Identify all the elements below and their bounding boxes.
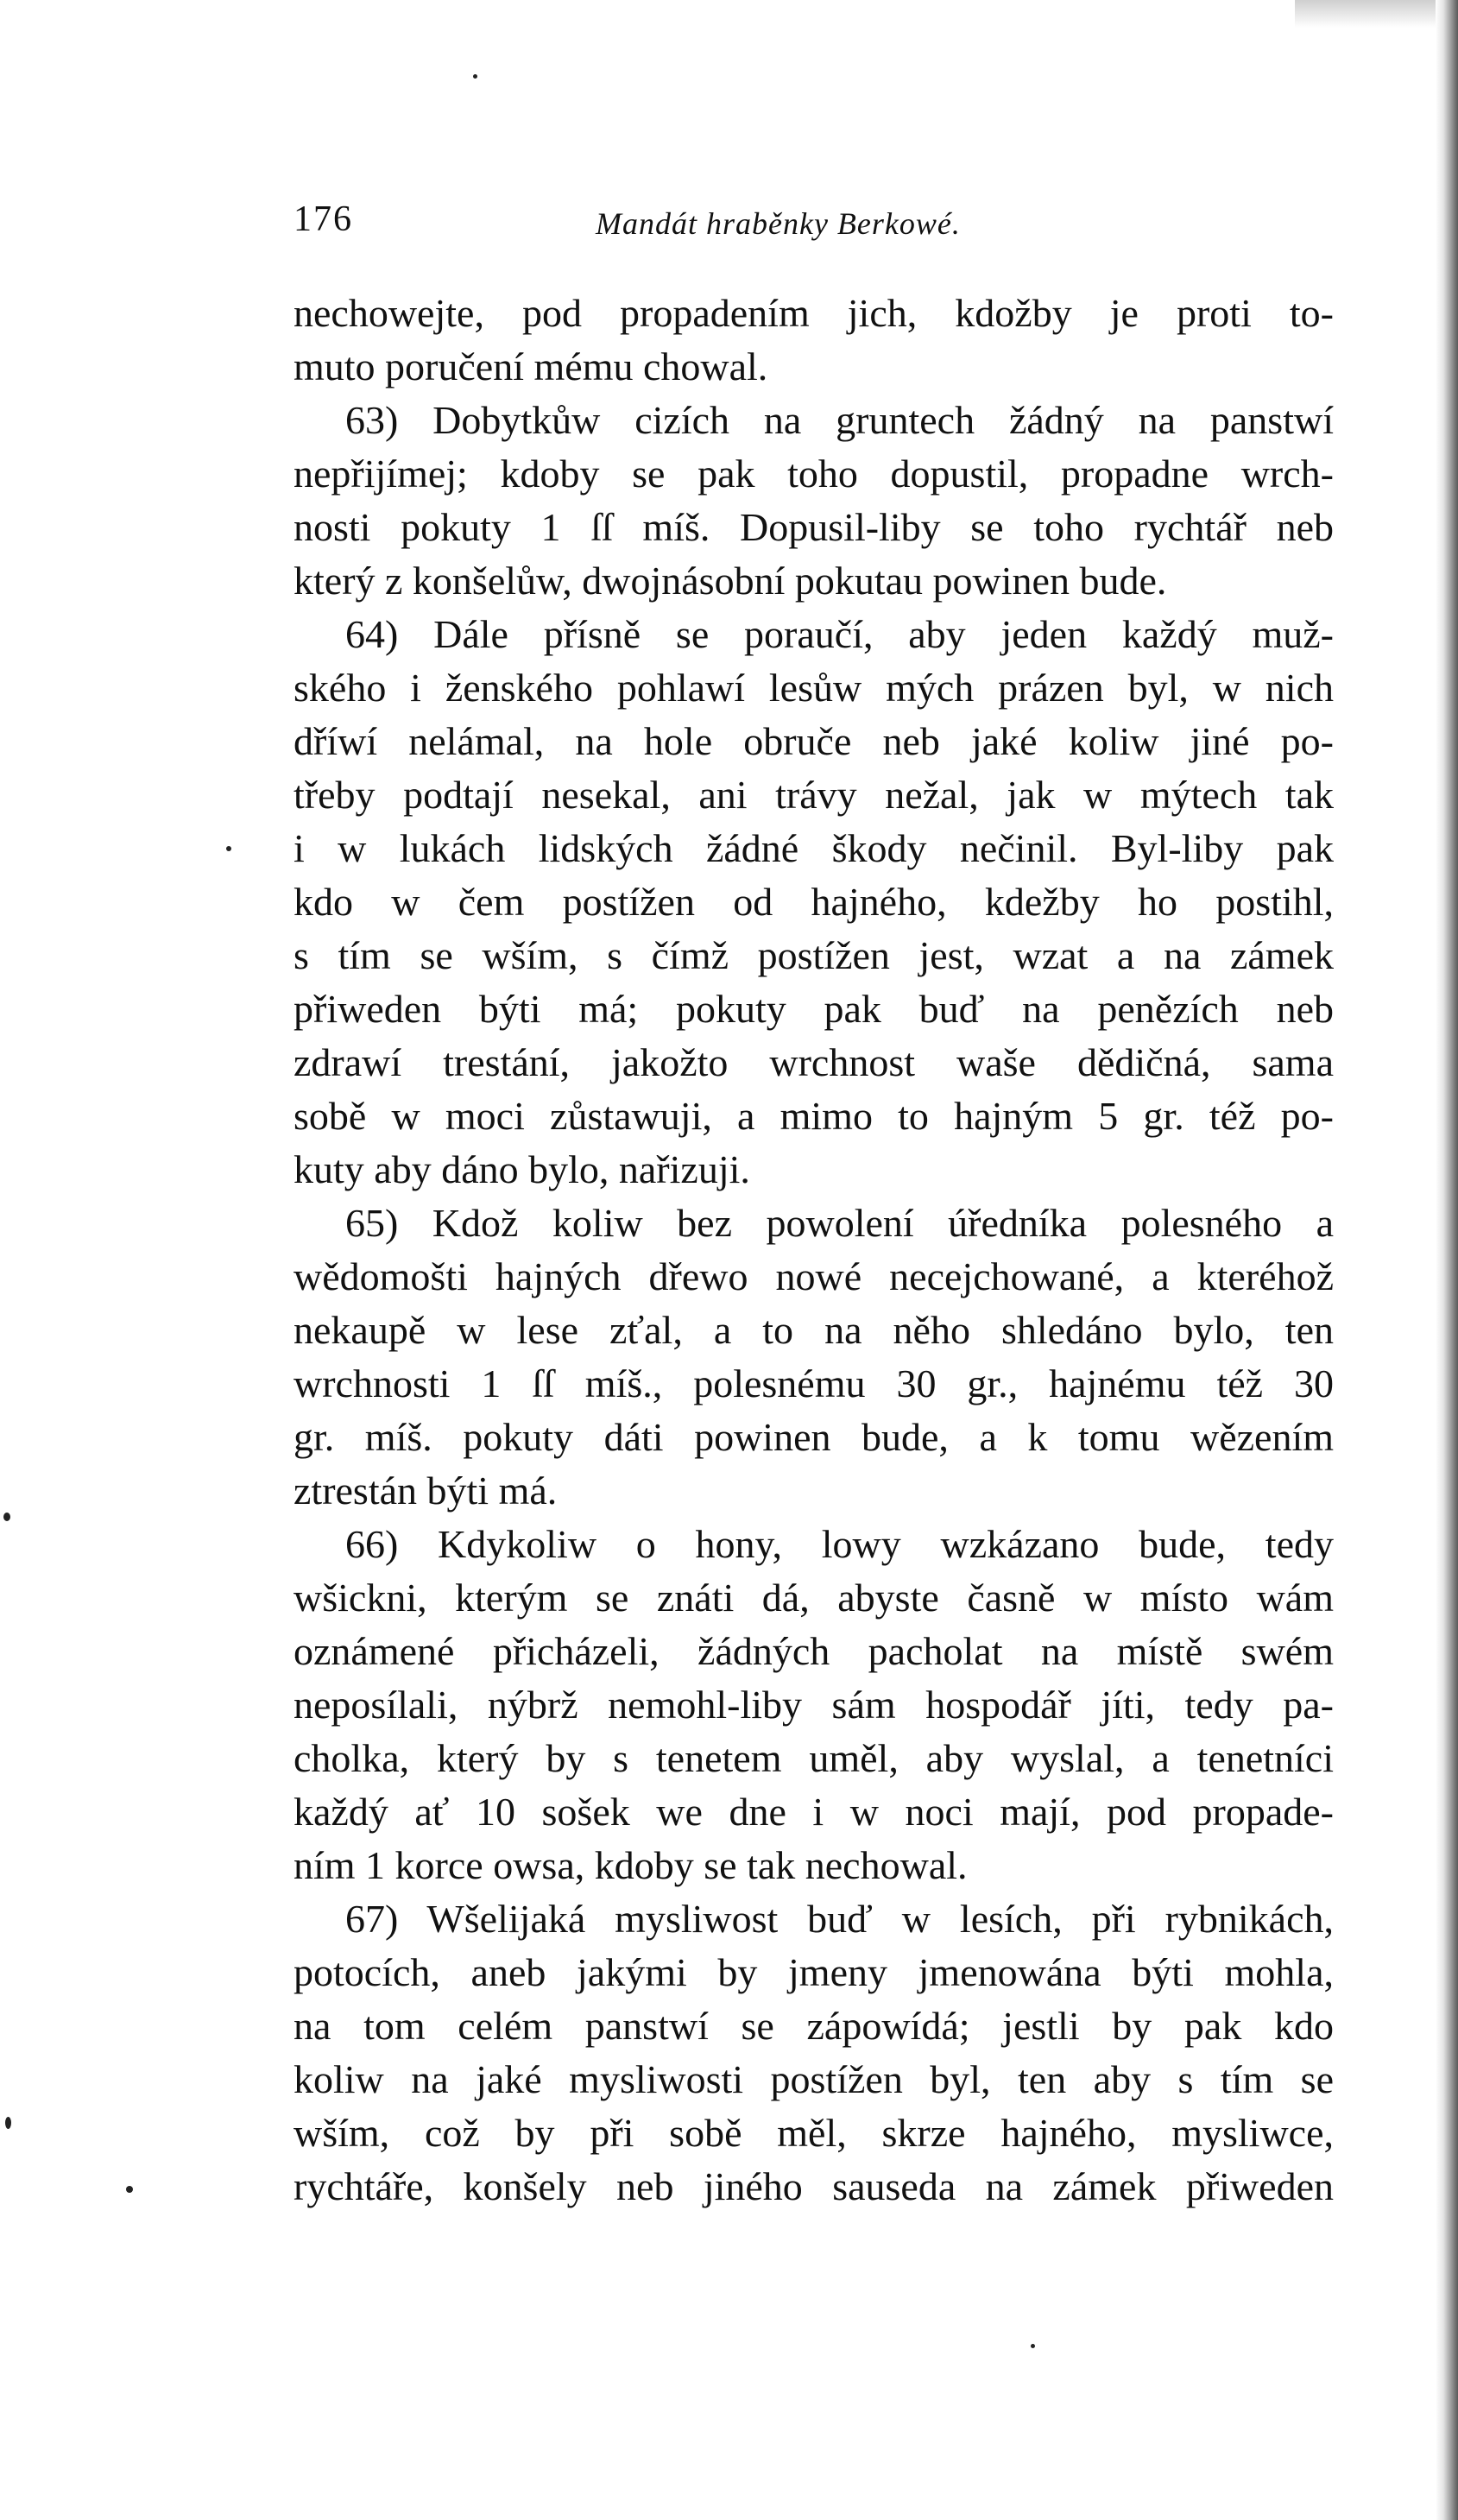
paragraph-67 xyxy=(293,1892,1334,1946)
text-line: dříwí nelámal, na hole obruče neb jaké koliw jiné po- xyxy=(293,719,1334,763)
paragraph-65 xyxy=(293,1197,1334,1250)
text-line: který z konšelůw, dwojnásobní pokutau powinen bude. xyxy=(293,559,1167,603)
text-line: každý ať 10 sošek we dne i w noci mají, pod propade- xyxy=(293,1790,1334,1834)
paragraph-continuation-end xyxy=(293,340,1334,394)
text-line: koliw na jaké mysliwosti postížen byl, ten aby s tím se xyxy=(293,2057,1334,2101)
page-number: 176 xyxy=(293,199,353,239)
paragraph-line xyxy=(293,715,1334,768)
paragraph-line xyxy=(293,1946,1334,1999)
text-line: nekaupě w lese zťal, a to na něho shledáno bylo, ten xyxy=(293,1308,1334,1352)
page-content xyxy=(293,199,1334,2214)
paragraph-63 xyxy=(293,394,1334,447)
paragraph-line xyxy=(293,447,1334,501)
paragraph-line xyxy=(293,1571,1334,1625)
text-line: gr. míš. pokuty dáti powinen bude, a k tomu wězením xyxy=(293,1415,1334,1459)
text-line: ztrestán býti má. xyxy=(293,1468,558,1513)
paragraph-line xyxy=(293,554,1334,608)
paragraph-line xyxy=(293,1089,1334,1143)
text-line: ského i ženského pohlawí lesůw mých prázen byl, w nich xyxy=(293,666,1334,710)
text-line: wšickni, kterým se znáti dá, abyste časně w místo wám xyxy=(293,1576,1334,1620)
paragraph-line xyxy=(293,1625,1334,1678)
text-line: nosti pokuty 1 ſſ míš. Dopusil-liby se toho rychtář neb xyxy=(293,505,1334,549)
paragraph-line xyxy=(293,1839,1334,1892)
text-line: 63) Dobytkůw cizích na gruntech žádný na panstwí xyxy=(345,398,1334,442)
text-line: cholka, který by s tenetem uměl, aby wyslal, a tenetníci xyxy=(293,1736,1334,1780)
text-line: nepřijímej; kdoby se pak toho dopustil, propadne wrch- xyxy=(293,452,1334,496)
text-line: kdo w čem postížen od hajného, kdežby ho postihl, xyxy=(293,880,1334,924)
paragraph-line xyxy=(293,768,1334,822)
text-line: wrchnosti 1 ſſ míš., polesnému 30 gr., hajnému též 30 xyxy=(293,1361,1334,1405)
scan-speck xyxy=(473,74,477,79)
text-line: wším, což by při sobě měl, skrze hajného, mysliwce, xyxy=(293,2111,1334,2155)
text-line: kuty aby dáno bylo, nařizuji. xyxy=(293,1147,750,1191)
paragraph-line xyxy=(293,1411,1334,1464)
text-line: oznámené přicházeli, žádných pacholat na místě swém xyxy=(293,1629,1334,1673)
text-line: 66) Kdykoliw o hony, lowy wzkázano bude, tedy xyxy=(345,1522,1334,1566)
running-title: Mandát hraběnky Berkowé. xyxy=(596,206,961,241)
text-line: i w lukách lidských žádné škody nečinil. Byl-liby pak xyxy=(293,826,1334,870)
paragraph-line xyxy=(293,1036,1334,1089)
paragraph-line xyxy=(293,1785,1334,1839)
body-text xyxy=(293,287,1334,2214)
text-line: ním 1 korce owsa, kdoby se tak nechowal. xyxy=(293,1843,968,1887)
paragraph-line xyxy=(293,1250,1334,1304)
scan-speck xyxy=(226,846,231,851)
paragraph-line xyxy=(293,875,1334,929)
text-line: rychtáře, konšely neb jiného sauseda na zámek přiweden xyxy=(293,2164,1334,2208)
text-line: přiweden býti má; pokuty pak buď na penězích neb xyxy=(293,987,1334,1031)
text-line: neposílali, nýbrž nemohl-liby sám hospodář jíti, tedy pa- xyxy=(293,1683,1334,1727)
text-line: zdrawí trestání, jakožto wrchnost waše dědičná, sama xyxy=(293,1040,1334,1084)
paragraph-line xyxy=(293,501,1334,554)
text-line: nechowejte, pod propadením jich, kdožby je proti to- xyxy=(293,291,1334,335)
paragraph-line xyxy=(293,1357,1334,1411)
text-line: s tím se wším, s čímž postížen jest, wzat a na zámek xyxy=(293,933,1334,977)
paragraph-line xyxy=(293,822,1334,875)
text-line: třeby podtají nesekal, ani trávy nežal, jak w mýtech tak xyxy=(293,773,1334,817)
paragraph-line xyxy=(293,982,1334,1036)
paragraph-line xyxy=(293,1143,1334,1197)
running-head xyxy=(293,199,1334,250)
scan-right-edge-shadow xyxy=(1436,0,1458,2520)
text-line: wědomošti hajných dřewo nowé necejchowané, a kteréhož xyxy=(293,1254,1334,1298)
paragraph-line xyxy=(293,2160,1334,2214)
text-line: na tom celém panstwí se zápowídá; jestli by pak kdo xyxy=(293,2004,1334,2048)
paragraph-line xyxy=(293,1999,1334,2053)
text-line: muto poručení mému chowal. xyxy=(293,344,768,388)
text-line: 65) Kdož koliw bez powolení úředníka polesného a xyxy=(345,1201,1334,1245)
paragraph-line xyxy=(293,1464,1334,1518)
paragraph-line xyxy=(293,929,1334,982)
paragraph-line xyxy=(293,661,1334,715)
paragraph-line xyxy=(293,1304,1334,1357)
paragraph-line xyxy=(293,2106,1334,2160)
paragraph-66 xyxy=(293,1518,1334,1571)
paragraph-line xyxy=(293,2053,1334,2106)
scan-speck xyxy=(1031,2344,1035,2348)
paragraph-64 xyxy=(293,608,1334,661)
text-line: 67) Wšelijaká mysliwost buď w lesích, při rybnikách, xyxy=(345,1897,1334,1941)
text-line: potocích, aneb jakými by jmeny jmenowána býti mohla, xyxy=(293,1950,1334,1994)
scan-speck xyxy=(5,2117,11,2129)
scan-top-edge-shadow xyxy=(1295,0,1458,28)
text-line: sobě w moci zůstawuji, a mimo to hajným 5 gr. též po- xyxy=(293,1094,1334,1138)
paragraph-continuation xyxy=(293,287,1334,340)
paragraph-line xyxy=(293,1732,1334,1785)
scan-speck xyxy=(126,2186,133,2193)
scan-speck xyxy=(3,1513,10,1521)
paragraph-line xyxy=(293,1678,1334,1732)
text-line: 64) Dále přísně se poraučí, aby jeden každý muž- xyxy=(345,612,1334,656)
